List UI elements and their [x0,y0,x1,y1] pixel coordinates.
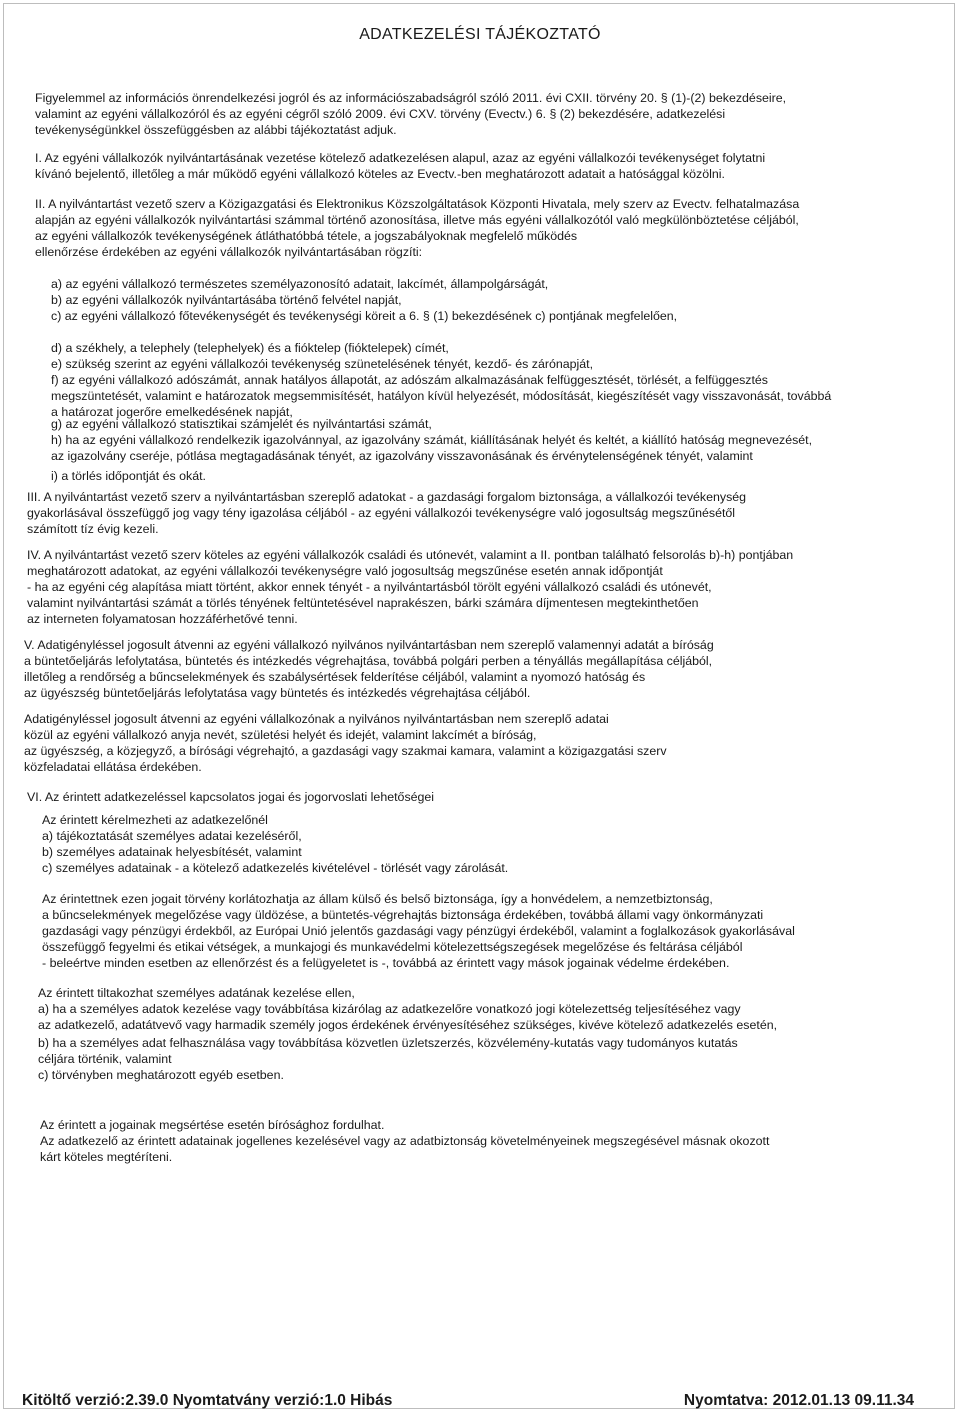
section-i [35,150,765,182]
section-iii [27,489,746,537]
footer-version-info: Kitöltő verzió:2.39.0 Nyomtatvány verzió:1.0 Hibás [22,1392,393,1409]
list-item: a) az egyéni vállalkozó természetes személyazonosító adatait, lakcímét, állampolgárságát, [51,277,549,291]
list-item: c) az egyéni vállalkozó főtevékenységét és tevékenységi köreit a 6. § (1) bekezdésének c) pontjának megfelelően, [51,309,678,323]
text-line: II. A nyilvántartást vezető szerv a Közigazgatási és Elektronikus Közszolgáltatások Központi Hivatala, mely szerv az Evectv. felhatalmazása [35,197,800,211]
list-item: e) szükség szerint az egyéni vállalkozói tevékenység szünetelésének tényét, kezdő- és zárónapját, [51,357,594,371]
list-item: d) a székhely, a telephely (telephelyek) és a fióktelep (fióktelepek) címét, [51,341,449,355]
list-item: i) a törlés időpontját és okát. [51,469,206,483]
objection-rights [38,985,777,1033]
text-line: számított tíz évig kezeli. [27,522,159,536]
text-line: az interneten folyamatosan hozzáférhetővé tenni. [27,612,298,626]
objection-rights-continued [38,1035,738,1083]
rights-list [42,812,508,876]
text-line: az ügyészség, a közjegyző, a bírósági végrehajtó, a gazdasági vagy szakmai kamara, valamint a közigazgatási szerv [24,744,667,758]
remedies [40,1117,769,1165]
section-ii [35,196,799,260]
text-line: az egyéni vállalkozók tevékenységének átláthatóbbá tétele, a jogszabályoknak megfelelő működés [35,229,578,243]
text-line: céljára történik, valamint [38,1052,172,1066]
text-line: Adatigényléssel jogosult átvenni az egyéni vállalkozónak a nyilvános nyilvántartásban nem szereplő adatai [24,712,609,726]
text-line: összefüggő fegyelmi és etikai vétségek, a munkajogi és munkavédelmi kötelezettségszegések megelőzése és feltárása céljából [42,940,743,954]
list-item: b) ha a személyes adat felhasználása vagy továbbítása közvetlen üzletszerzés, közvélemény-kutatás vagy tudományos kutatás [38,1036,738,1050]
list-item: megszüntetését, valamint e határozatok megsemmisítését, hatályon kívül helyezését, módosítását, kiegészítését vagy visszavonását, továbbá [51,389,832,403]
text-line: - ha az egyéni cég alapítása miatt történt, akkor ennek tényét - a nyilvántartásból törölt egyéni vállalkozó családi és utónevét, [27,580,712,594]
text-line: I. Az egyéni vállalkozók nyilvántartásának vezetése kötelező adatkezelésen alapul, azaz az egyéni vállalkozói tevékenységet folytatni [35,151,766,165]
list-item: b) az egyéni vállalkozók nyilvántartásába történő felvétel napját, [51,293,402,307]
text-line: az adatkezelő, adatátvevő vagy harmadik személy jogos érdekének érvényesítéséhez szükséges, kivéve kötelező adatkezelés esetén, [38,1018,778,1032]
text-line: illetőleg a rendőrség a bűncselekmények és szabálysértések felderítése céljából, valamint a nyomozó hatóság és [24,670,646,684]
list-item: f) az egyéni vállalkozó adószámát, annak hatályos állapotát, az adószám alkalmazásának felfüggesztését, törlését, a felfüggesztés [51,373,768,387]
text-line: VI. Az érintett adatkezeléssel kapcsolatos jogai és jogorvoslati lehetőségei [27,790,435,804]
section-iv [27,547,793,627]
text-line: Az érintett tiltakozhat személyes adatának kezelése ellen, [38,986,355,1000]
list-item: a) ha a személyes adatok kezelése vagy továbbítása kizárólag az adatkezelőre vonatkozó jogi kötelezettség teljesítéséhez vagy [38,1002,741,1016]
list-item: c) személyes adatainak - a kötelező adatkezelés kivételével - törlését vagy zárolását. [42,861,509,875]
text-line: gazdasági vagy pénzügyi érdekből, az Európai Unió jelentős gazdasági vagy pénzügyi érdekéből, valamint a foglalkozások gyakorlásával [42,924,795,938]
section-v-continued [24,711,667,775]
intro-paragraph [35,90,786,138]
list-item: a) tájékoztatását személyes adatai kezeléséről, [42,829,302,843]
text-line: kárt köteles megtéríteni. [40,1150,173,1164]
list-i [51,468,206,484]
list-d-f [51,340,831,420]
text-line: - beleértve minden esetben az ellenőrzést és a felügyeletet is -, továbbá az érintett vagy mások jogainak védelme érdekében. [42,956,730,970]
text-line: közfeladatai ellátása érdekében. [24,760,202,774]
section-vi-heading [27,789,434,805]
list-item: a határozat jogerőre emelkedésének napját, [51,405,293,419]
text-line: alapján az egyéni vállalkozók nyilvántartási számmal történő azonosítása, illetve más egyéni vállalkozótól való megkülönböztetése céljából, [35,213,799,227]
footer-print-date: Nyomtatva: 2012.01.13 09.11.34 [683,1392,914,1409]
text-line: Az érintett a jogainak megsértése esetén bírósághoz fordulhat. [40,1118,385,1132]
text-line: ellenőrzése érdekében az egyéni vállalkozók nyilvántartásában rögzíti: [35,245,423,259]
text-line: valamint az egyéni vállalkozóról és az egyéni cégről szóló 2009. évi CXV. törvény (Evectv.) 6. § (2) bekezdésére, adatkezelési [35,107,726,121]
list-item: c) törvényben meghatározott egyéb esetben. [38,1068,284,1082]
text-line: meghatározott adatokat, az egyéni vállalkozói tevékenységre való jogosultság megszűnése esetén annak időpontját [27,564,663,578]
text-line: Az érintettnek ezen jogait törvény korlátozhatja az állam külső és belső biztonsága, így a honvédelem, a nemzetbiztonság, [42,892,713,906]
text-line: a büntetőeljárás lefolytatása, büntetés és intézkedés végrehajtása, továbbá polgári perben a tényállás megállapítása céljából, [24,654,713,668]
list-item: g) az egyéni vállalkozó statisztikai számjelét és nyilvántartási számát, [51,417,432,431]
document-title: ADATKEZELÉSI TÁJÉKOZTATÓ [359,26,601,43]
text-line: Figyelemmel az információs önrendelkezési jogról és az információszabadságról szóló 2011. évi CXII. törvény 20. § (1)-(2) bekezdéseire, [35,91,787,105]
text-line: tevékenységünkkel összefüggésben az alábbi tájékoztatást adjuk. [35,123,397,137]
list-item: h) ha az egyéni vállalkozó rendelkezik igazolvánnyal, az igazolvány számát, kiállításának helyét és keltét, a kiállító hatóság megnevezését, [51,433,813,447]
list-item: az igazolvány cseréje, pótlása megtagadásának tényét, az igazolvány visszavonásának és érvénytelenségének tényét, valamint [51,449,753,463]
section-v [24,637,714,701]
text-line: a bűncselekmények megelőzése vagy üldözése, a büntetés-végrehajtás biztonsága érdekében, továbbá állami vagy önkormányzati [42,908,764,922]
text-line: V. Adatigényléssel jogosult átvenni az egyéni vállalkozó nyilvános nyilvántartásban nem szereplő valamennyi adatát a bíróság [24,638,714,652]
text-line: Az adatkezelő az érintett adatainak jogellenes kezelésével vagy az adatbiztonság követelményeinek megszegésével másnak okozott [40,1134,770,1148]
text-line: III. A nyilvántartást vezető szerv a nyilvántartásban szereplő adatokat - a gazdasági forgalom biztonsága, a vállalkozói tevékenység [27,490,747,504]
text-line: közül az egyéni vállalkozó anyja nevét, születési helyét és idejét, valamint lakcímét a bíróság, [24,728,537,742]
rights-limitation [42,891,795,971]
list-g-h [51,416,812,464]
text-line: az ügyészség büntetőeljárás lefolytatása vagy büntetés és intézkedés végrehajtása céljából. [24,686,531,700]
text-line: valamint nyilvántartási számát a törlés tényének feltüntetésével naprakészen, bárki számára díjmentesen megtekinthetően [27,596,699,610]
list-item: b) személyes adatainak helyesbítését, valamint [42,845,302,859]
text-line: Az érintett kérelmezheti az adatkezelőnél [42,813,268,827]
text-line: IV. A nyilvántartást vezető szerv köteles az egyéni vállalkozók családi és utónevét, valamint a II. pontban található felsorolás b)-h) pontjában [27,548,794,562]
text-line: kívánó bejelentő, illetőleg a már működő egyéni vállalkozó köteles az Evectv.-ben meghatározott adatait a hatósággal közölni. [35,167,725,181]
list-a-c [51,276,677,324]
text-line: gyakorlásával összefüggő jog vagy tény igazolása céljából - az egyéni vállalkozói tevékenységre való jogosultság megszűnésétől [27,506,736,520]
